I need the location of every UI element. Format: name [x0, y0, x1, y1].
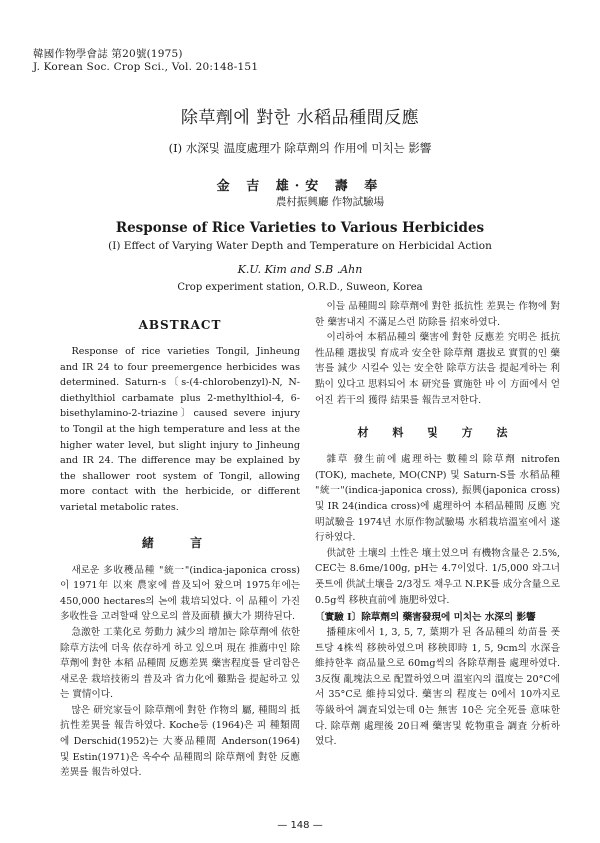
- intro-paragraph-5: 이리하여 本稻品種의 藥害에 對한 反應差 究明은 抵抗性品種 選拔및 育成과 安全한 除草劑 選拔로 實質的인 藥害를 減少 시킬수 있는 安全한 除草方法을 提起게하는 利點이 있다고 思料되어 本 研究를 實施한 바 이 方面에서 얻어진 若干의 獲得 結果를 報告코저한다.: [315, 332, 560, 406]
- experiment-1-heading: 〔實驗 Ⅰ〕除草劑의 藥害發現에 미치는 水深의 影響: [315, 612, 536, 624]
- page-number: — 148 —: [277, 820, 323, 831]
- intro-paragraph-2: 急激한 工業化로 勞動力 減少의 增加는 除草劑에 依한 除草方法에 더욱 依存하게 하고 있으며 現在 推薦中인 除草劑에 對한 本稻 品種間 反應差異 藥害程度를 달리함은 새로운 栽培技術의 普及과 省力化에 難點을 提起하고 있는 實情이다.: [60, 626, 300, 701]
- title-korean: 除草劑에 對한 水稻品種間反應: [180, 108, 420, 128]
- journal-name-en: J. Korean Soc. Crop Sci., Vol. 20:148-151: [33, 61, 259, 73]
- authors-english: K.U. Kim and S.B .Ahn: [237, 263, 363, 276]
- journal-name-ko: 韓國作物學會誌 第20號(1975): [33, 48, 183, 60]
- intro-paragraph-4: 이들 品種間의 除草劑에 對한 抵抗性 差異는 作物에 對한 藥害내지 不滿足스런 防除를 招來하였다.: [315, 301, 560, 328]
- intro-paragraph-3: 많은 研究家들이 除草劑에 對한 作物의 屬, 種間의 抵抗性差異를 報告하였다. Koche등 (1964)은 피 種類間에 Derschid(1952)는 大麥品種間 Anderson(1964) 및 Estin(1971)은 옥수수 品種間의 除草劑에 對한 反應差異를 報告하였다.: [60, 704, 300, 779]
- affiliation-english: Crop experiment station, O.R.D., Suweon, Korea: [177, 282, 423, 293]
- affiliation-korean: 農村振興廳 作物試驗場: [275, 196, 385, 208]
- methods-paragraph-3: 播種床에서 1, 3, 5, 7, 葉期가 된 各品種의 幼苗를 폿트당 4株씩 移秧하였으며 移秧即時 1, 5, 9cm의 水深을 維持한후 商品量으로 60mg씩의 各除草劑를 處理하였다. 3反復 亂塊法으로 配置하였으며 溫室內의 溫度는 20°C에서 35°C로 維持되었다. 藥害의 程度는 0에서 10까지로 等級하여 調査되었는데 0는 無害 10은 完全死를 意味한다. 除草劑 處理後 20日째 藥害및 乾物重을 調査 分析하였다.: [315, 627, 560, 748]
- subtitle-english: (I) Effect of Varying Water Depth and Temperature on Herbicidal Action: [108, 240, 492, 252]
- right-column: [315, 299, 560, 750]
- methods-heading: 材 料 및 方 法: [357, 426, 518, 440]
- authors-korean: 金 吉 雄·安 壽 奉: [216, 179, 384, 194]
- introduction-heading: 緒 言: [141, 535, 219, 550]
- abstract-text: Response of rice varieties Tongil, Jinheung and IR 24 to four preemergence herbicides was determined. Saturn-s〔s-(4-chlorobenzyl)-N, N-diethylthiol carbamate plus 2-methylthiol-4, 6-bisethylamino-2-triazine〕caused severe injury to Tongil at the high temperature and less at the higher water level, but slight injury to Jinheung and IR 24. The difference may be explained by the shallower root system of Tongil, allowing more contact with the herbicide, or different varietal metabolic rates.: [60, 346, 300, 513]
- journal-header: [33, 48, 258, 74]
- methods-paragraph-2: 供試한 土壤의 土性은 壤土였으며 有機物含量은 2.5%, CEC는 8.6me/100g, pH는 4.7이었다. 1/5,000 와그너 폿트에 供試土壤을 2/3정도 채우고 N.P.K를 成分含量으로 0.5g씩 移秧直前에 施肥하였다.: [315, 547, 560, 606]
- methods-paragraph-1: 雜草 發生前에 處理하는 數種의 除草劑 nitrofen (TOK), machete, MO(CNP) 및 Saturn-S를 水稻品種 "統一"(indica-japonica cross), 振興(japonica cross) 및 IR 24(indica cross)에 處理하여 本稻品種間 反應 究明試驗을 1974년 水原作物試驗場 水稻栽培溫室에서 遂行하였다.: [315, 454, 560, 544]
- title-english: Response of Rice Varieties to Various Herbicides: [115, 220, 485, 236]
- subtitle-korean: (Ⅰ) 水深및 温度處理가 除草劑의 作用에 미치는 影響: [168, 141, 432, 155]
- intro-paragraph-1: 새로운 多收穫品種 "統一"(indica-japonica cross)이 1971年 以來 農家에 普及되어 왔으며 1975年에는 450,000 hectares의 논에 栽培되었다. 이 品種이 가진 多收性을 고려할때 앞으로의 普及面積 擴大가 期待된다.: [60, 564, 300, 623]
- left-column: [60, 318, 300, 781]
- abstract-heading: ABSTRACT: [138, 318, 222, 332]
